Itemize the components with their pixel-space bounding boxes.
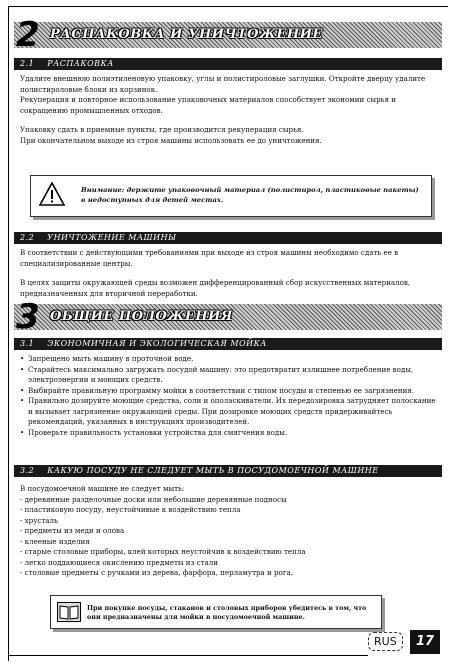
paragraph: Рекуперация и повторное использование упаковочных материалов способствует экономии сырья и сокращению промышленных отходов.: [20, 95, 396, 115]
paragraph: Упаковку сдать в приемные пункты, где производится рекуперация сырья.: [20, 125, 304, 134]
paragraph: При окончательном выходе из строя машины использовать ее до уничтожения.: [20, 135, 322, 145]
list-item: - легко поддающиеся окислению предметы из стали: [20, 557, 218, 567]
not-dishwasher-safe-list: [20, 484, 440, 579]
subsection-2-1-header: [14, 58, 442, 70]
section-2-number: 2: [16, 15, 40, 55]
list-item: • Выбирайте правильную программу мойки в соответствии с типом посуды и степенью ее загрязнения.: [20, 386, 440, 397]
subsection-3-2-header: [14, 465, 442, 477]
list-item: - деревянные разделочные доски или небольшие деревянные подносы: [20, 494, 287, 504]
list-item: • Старайтесь максимально загружать посудой машину: это предотвратит излишнее потребление воды, электроэнергии и моющих средств.: [20, 365, 440, 386]
eco-wash-list: [20, 354, 440, 438]
paragraph: Удалите внешнюю полиэтиленовую упаковку, углы и полистироловые заглушки. Откройте дверцу удалите полистироловые блоки из корзинок.: [20, 74, 426, 94]
list-item: - столовые предметы с ручками из дерева, фарфора, перламутра и рога.: [20, 568, 294, 577]
subsection-3-2-title: КАКУЮ ПОСУДУ НЕ СЛЕДУЕТ МЫТЬ В ПОСУДОМОЕЧНОЙ МАШИНЕ: [47, 466, 379, 475]
bottom-rule: [8, 655, 368, 656]
subsection-3-1-header: [14, 338, 442, 350]
warning-text: Внимание: держите упаковочный материал (полистирол, пластиковые пакеты) в недоступных для детей местах.: [81, 186, 419, 204]
list-item: - предметы из меди и олова: [20, 526, 125, 535]
list-item: - хрусталь: [20, 515, 58, 525]
paragraph: В соответствии с действующими требованиями при выходе из строя машины необходимо сдать ее в специализированные центры.: [20, 248, 399, 268]
language-badge: RUS: [368, 632, 403, 651]
subsection-2-2-number: 2.2: [20, 233, 35, 242]
warning-box: [30, 175, 432, 217]
page-number: 17: [410, 630, 440, 654]
info-box: [50, 595, 382, 629]
book-icon: [57, 602, 81, 622]
list-item: - старые столовые приборы, клей которых неустойчив к воздействию тепла: [20, 547, 306, 556]
list-item: - пластиковую посуду, неустойчивые к воздействию тепла: [20, 505, 241, 514]
subsection-3-1-number: 3.1: [20, 339, 35, 348]
list-item: • Запрещено мыть машину в проточной воде.: [20, 354, 440, 365]
warning-triangle-icon: [39, 182, 65, 206]
section-3-header: [14, 297, 442, 337]
section-2-header: [14, 15, 442, 55]
section-3-number: 3: [16, 297, 40, 337]
list-item: • Проверьте правильность установки устройства для смягчения воды.: [20, 428, 440, 439]
list-item: - клееные изделия: [20, 536, 90, 546]
disposal-text: [20, 248, 440, 299]
subsection-2-2-title: УНИЧТОЖЕНИЕ МАШИНЫ: [47, 233, 177, 242]
subsection-2-1-title: РАСПАКОВКА: [47, 59, 114, 68]
unpacking-text: [20, 74, 440, 146]
subsection-3-2-number: 3.2: [20, 466, 35, 475]
paragraph: В целях защиты окружающей среды возможен дифференцированный сбор искусственных материалов, предназначенных для вторичной переработки.: [20, 278, 411, 298]
subsection-3-1-title: ЭКОНОМИЧНАЯ И ЭКОЛОГИЧЕСКАЯ МОЙКА: [47, 339, 267, 348]
section-2-title: РАСПАКОВКА И УНИЧТОЖЕНИЕ: [50, 27, 323, 42]
list-intro: В посудомоечной машине не следует мыть:: [20, 484, 185, 493]
list-item: • Правильно дозируйте моющие средства, соли и ополаскиватели. Их передозировка затрудняет полоскание и вызывает загрязнение окружающей среды. При дозировке моющих средств придерживайтесь рекомендаций, указанных в инструкциях производителей.: [20, 396, 440, 428]
subsection-2-2-header: [14, 232, 442, 244]
section-3-title: ОБЩИЕ ПОЛОЖЕНИЯ: [50, 309, 233, 324]
subsection-2-1-number: 2.1: [20, 59, 35, 68]
info-text: При покупке посуды, стаканов и столовых приборов убедитесь в том, что они предназначены для мойки в посудомоечной машине.: [87, 604, 367, 621]
